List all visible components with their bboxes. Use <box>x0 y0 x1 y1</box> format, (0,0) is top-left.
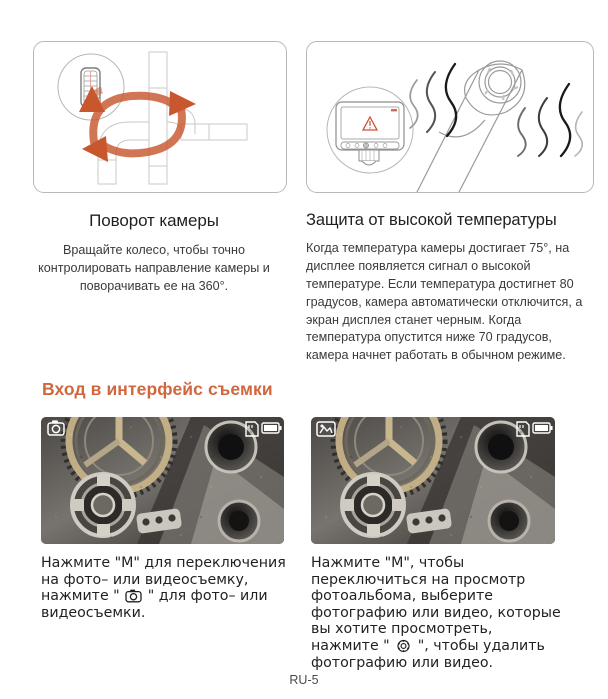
feature-high-temperature <box>306 41 594 365</box>
feature-title: Поворот камеры <box>89 211 219 230</box>
feature-title: Защита от высокой температуры <box>306 211 557 229</box>
shooting-caption-part-2: " для фото– или видеосъемки. <box>41 588 268 621</box>
camera-icon <box>125 589 142 603</box>
feature-camera-rotation <box>18 41 290 296</box>
camera-rotation-drawing <box>34 42 287 193</box>
heat-wave-lines <box>410 64 582 156</box>
shooting-item-shoot-mode <box>41 417 291 621</box>
shooting-caption-part-1: Нажмите "M", чтобы переключиться на просмотр фотоальбома, выберите фотографию или видео, которые вы хотите просмотреть, нажмите " <box>311 555 561 655</box>
orange-rotation-arrows <box>79 86 196 162</box>
gear-mechanism-photo <box>41 417 284 544</box>
handheld-display-device <box>336 102 404 165</box>
probe-lens-leds <box>485 68 518 100</box>
shooting-caption <box>41 555 291 621</box>
camera-probe-lens <box>417 61 525 192</box>
section-heading-shooting-interface: Вход в интерфейс съемки <box>42 379 273 399</box>
gear-mechanism-photo <box>311 417 555 544</box>
gear-mechanism-image <box>311 417 555 544</box>
shooting-caption-part-1: Нажмите "M" для переключения на фото– или видеосъемку, нажмите " <box>41 555 286 605</box>
shooting-item-playback-mode <box>311 417 561 671</box>
gear-mechanism-image <box>41 417 284 544</box>
page-footer: RU-5 <box>289 673 319 687</box>
high-temperature-illustration <box>306 41 594 193</box>
shooting-caption-part-2: ", чтобы удалить фотографию или видео. <box>311 638 545 671</box>
high-temperature-drawing <box>307 42 594 193</box>
feature-body: Когда температура камеры достигает 75°, на дисплее появляется сигнал о высокой температуре. Если температура достигнет 80 градусов, камера автоматически отключится, а экран дисплея станет черным. Когда температура опустится ниже 70 градусов, камера начнет работать в обычном режиме. <box>306 241 583 363</box>
feature-body: Вращайте колесо, чтобы точно контролировать направление камеры и поворачивать ее на 360°. <box>38 243 270 293</box>
gear-icon <box>395 639 412 653</box>
camera-rotation-illustration <box>33 41 287 193</box>
shooting-caption <box>311 555 561 671</box>
